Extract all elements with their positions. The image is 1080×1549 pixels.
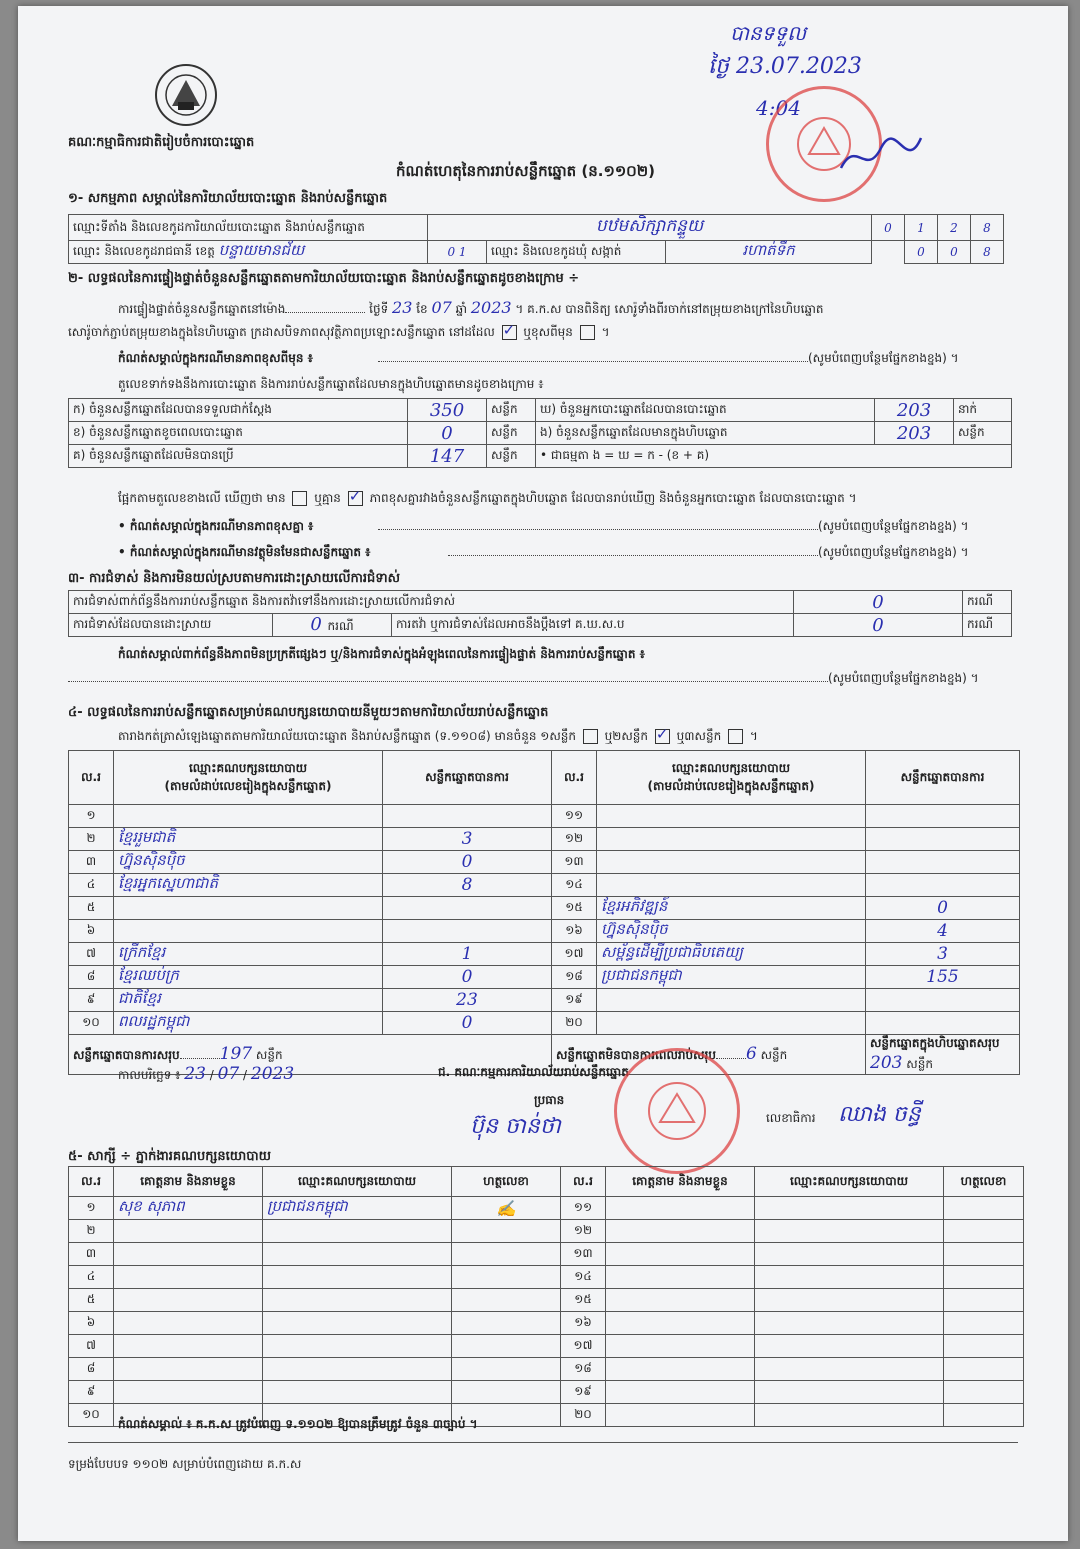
row-number: ៧ (69, 943, 114, 966)
invalid-total-value: 6 (745, 1044, 757, 1064)
form-title: កំណត់ហេតុនៃការរាប់សន្លឹកឆ្នោត (ន.១១០២) (396, 162, 656, 180)
col-party: ឈ្មោះគណបក្សនយោបាយ (263, 1167, 452, 1197)
witness-name (114, 1220, 263, 1243)
unit: ករណី (963, 614, 1012, 637)
table-row (69, 828, 1020, 851)
foreign-object-line (448, 544, 969, 562)
location-code-digit: 0 (872, 215, 905, 241)
table-row (69, 943, 1020, 966)
section-4-heading: ៤- លទ្ធផលនៃការរាប់សន្លឹកឆ្នោតសម្រាប់គណបក្សនយោបាយនីមួយៗតាមការិយាល័យរាប់សន្លឹកឆ្នោត (68, 705, 549, 720)
table-row (69, 989, 1020, 1012)
box-total-label: សន្លឹកឆ្នោតក្នុងហិបឆ្នោតសរុប (870, 1036, 1000, 1050)
col-no: ល.រ (69, 1167, 114, 1197)
seal-emblem-icon (644, 1078, 710, 1144)
commune-value: រហាត់ទឹក (666, 241, 872, 264)
row-number: ១០ (69, 1404, 114, 1427)
witness-name: សុខ សុភាព (114, 1197, 263, 1220)
secretary-label: លេខាធិការ (766, 1111, 816, 1125)
party-name (597, 828, 866, 851)
row-number: ២០ (552, 1012, 597, 1035)
witness-party (755, 1381, 944, 1404)
party-votes: 3 (383, 828, 552, 851)
party-votes (866, 851, 1020, 874)
form-footer: ទម្រង់បែបបទ ១១០២ សម្រាប់បំពេញដោយ គ.ក.ស (68, 1457, 302, 1471)
province-code-digit: 1 (458, 245, 467, 259)
count-date-label: កាលបរិច្ឆេទ ៖ (118, 1068, 181, 1082)
voters-label: ឃ) ចំនួនអ្នកបោះឆ្នោតដែលបានបោះឆ្នោត (536, 399, 875, 422)
witness-signature (944, 1312, 1024, 1335)
witness-table (68, 1166, 1024, 1427)
verification-line-1: ការផ្ទៀងផ្ទាត់ចំនួនសន្លឹកឆ្នោតនៅម៉ោង ថ្ងៃទី 23 ខែ 07 ឆ្នាំ 2023 ។ គ.ក.ស បានពិនិត្យ សោរ៉ូទាំងពីរចាក់នៅតម្រុយខាងក្រៅនៃហិបឆ្នោត (118, 298, 824, 317)
witness-signature (452, 1312, 561, 1335)
location-label: ឈ្មោះទីតាំង និងលេខកូដការិយាល័យបោះឆ្នោត និងរាប់សន្លឹកឆ្នោត (69, 215, 428, 241)
witness-party (755, 1358, 944, 1381)
two-sheets-checkbox[interactable] (655, 729, 670, 744)
col-party (114, 751, 383, 805)
witness-name (606, 1266, 755, 1289)
party-votes (866, 1012, 1020, 1035)
count-year: 2023 (250, 1064, 295, 1084)
witness-signature (452, 1381, 561, 1404)
receipt-time: 4:04 (756, 96, 801, 120)
row-number: ១៨ (552, 966, 597, 989)
table-row (69, 805, 1020, 828)
col-votes: សន្លឹកឆ្នោតបានការ (866, 751, 1020, 805)
changed-option-label: ឬខុសពីមុន (523, 325, 573, 339)
unit: សន្លឹក (487, 422, 536, 445)
party-results-table (68, 750, 1020, 1075)
fill-note: (សូមបំពេញបន្ថែមផ្នែកខាងខ្នង) ។ (808, 351, 959, 365)
row-number: ៨ (69, 1358, 114, 1381)
difference-text-2: ភាពខុសគ្នារវាងចំនួនសន្លឹកឆ្នោតក្នុងហិបឆ្នោត ដែលបានរាប់ឃើញ និងចំនួនអ្នកបោះឆ្នោត ដែលបានបោះឆ្នោត ។ (369, 491, 857, 505)
col-party (597, 751, 866, 805)
party-votes (383, 897, 552, 920)
col-name: គោត្តនាម និងនាមខ្លួន (606, 1167, 755, 1197)
secretary-signature: ឈាង ចន្ធី (838, 1102, 921, 1127)
table-row (69, 1220, 1024, 1243)
difference-note: • កំណត់សម្គាល់ក្នុងករណីមានភាពខុសគ្នា ៖ (118, 519, 314, 533)
document-page (18, 6, 1068, 1541)
row-number: ១៣ (552, 851, 597, 874)
appeal-count: 0 (794, 614, 963, 637)
province-label-text: ឈ្មោះ និងលេខកូដរាជធានី ខេត្ត (73, 244, 215, 258)
witness-party (263, 1243, 452, 1266)
witness-signature (944, 1381, 1024, 1404)
row-number: ១៧ (552, 943, 597, 966)
ballots-in-box-value: 203 (875, 422, 954, 445)
section-3-heading: ៣- ការជំទាស់ និងការមិនយល់ស្របតាមការដោះស្រាយលើការជំទាស់ (68, 571, 400, 586)
row-number: ១១ (561, 1197, 606, 1220)
fill-note: (សូមបំពេញបន្ថែមផ្នែកខាងខ្នង) ។ (828, 671, 979, 685)
verify-day: 23 (392, 298, 413, 317)
witness-name (114, 1312, 263, 1335)
changed-checkbox[interactable] (580, 325, 595, 340)
witness-party (263, 1381, 452, 1404)
unused-ballots-value: 147 (408, 445, 487, 468)
party-name: ខ្មែរឈប់ក្រ (114, 966, 383, 989)
unused-ballots-label: គ) ចំនួនសន្លឹកឆ្នោតដែលមិនបានប្រើ (69, 445, 408, 468)
difference-line (118, 490, 857, 508)
count-day: 23 (184, 1064, 206, 1084)
irregularity-line (68, 670, 979, 688)
verify-month: 07 (431, 298, 452, 317)
witness-name (606, 1243, 755, 1266)
row-number: ១១ (552, 805, 597, 828)
row-number: ៣ (69, 1243, 114, 1266)
party-name (597, 989, 866, 1012)
table-row (69, 874, 1020, 897)
unit: សន្លឹក (487, 399, 536, 422)
party-name (597, 874, 866, 897)
witness-signature (944, 1289, 1024, 1312)
location-code-digit: 1 (905, 215, 938, 241)
row-number: ៥ (69, 1289, 114, 1312)
tally-sheet-text: តារាងកត់ត្រាសំឡេងឆ្នោតតាមការិយាល័យបោះឆ្នោត និងរាប់សន្លឹកឆ្នោត (ទ.១១០៨) មានចំនួន ១សន្លឹក (118, 729, 576, 743)
table-row (69, 920, 1020, 943)
row-number: ២ (69, 828, 114, 851)
fill-note: (សូមបំពេញបន្ថែមផ្នែកខាងខ្នង) ។ (818, 519, 969, 533)
party-votes (383, 920, 552, 943)
party-name: ខ្មែរអភិវឌ្ឍន៍ (597, 897, 866, 920)
province-value: បន្ទាយមានជ័យ (218, 241, 305, 259)
witness-party (755, 1266, 944, 1289)
table-row (69, 1012, 1020, 1035)
party-name (114, 897, 383, 920)
one-sheet-checkbox[interactable] (583, 729, 598, 744)
party-votes: 155 (866, 966, 1020, 989)
col-name: គោត្តនាម និងនាមខ្លួន (114, 1167, 263, 1197)
witness-party (755, 1335, 944, 1358)
unit: សន្លឹក (954, 422, 1012, 445)
witness-name (606, 1312, 755, 1335)
province-code-digit: 0 (447, 245, 456, 259)
verification-line-2: សោរ៉ូចាក់ភ្ជាប់តម្រុយខាងក្នុងនៃហិបឆ្នោត ក្រដាសបិទភាពសុវត្ថិភាពប្រឡោះសន្លឹកឆ្នោត នៅដដែល ✓ ឬខុសពីមុន ។ (68, 324, 609, 342)
box-total-value: 203 (870, 1053, 903, 1073)
col-party-subtitle: (តាមលំដាប់លេខរៀងក្នុងសន្លឹកឆ្នោត) (164, 778, 332, 793)
party-votes (383, 805, 552, 828)
unit: នាក់ (954, 399, 1012, 422)
col-party-subtitle: (តាមលំដាប់លេខរៀងក្នុងសន្លឹកឆ្នោត) (647, 778, 815, 793)
committee-seal (614, 1048, 740, 1174)
col-no: ល.រ (552, 751, 597, 805)
table-row (69, 966, 1020, 989)
row-number: ៦ (69, 1312, 114, 1335)
province-label (69, 241, 428, 264)
witness-party (755, 1220, 944, 1243)
row-number: ៧ (69, 1335, 114, 1358)
row-number: ១៦ (552, 920, 597, 943)
objection-count: 0 (794, 591, 963, 614)
row-number: ១៥ (552, 897, 597, 920)
footer-divider (68, 1442, 1018, 1443)
party-name: ប្រជាជនកម្ពុជា (597, 966, 866, 989)
party-votes (866, 828, 1020, 851)
witness-signature (452, 1358, 561, 1381)
witness-signature (944, 1243, 1024, 1266)
witness-name (114, 1266, 263, 1289)
row-number: ១ (69, 1197, 114, 1220)
party-votes: 0 (866, 897, 1020, 920)
difference-remark-line (378, 350, 998, 368)
party-name (597, 1012, 866, 1035)
row-number: ១៣ (561, 1243, 606, 1266)
witness-signature (452, 1289, 561, 1312)
witness-signature: ✍ (452, 1197, 561, 1220)
section-1-heading: ១- សកម្មភាព សម្គាល់នៃការិយាល័យបោះឆ្នោត និងរាប់សន្លឹកឆ្នោត (68, 191, 388, 206)
foreign-object-note: • កំណត់សម្គាល់ក្នុងករណីមានវត្ថុមិនមែនជាសន្លឹកឆ្នោត ៖ (118, 545, 371, 559)
tally-sheet-line: តារាងកត់ត្រាសំឡេងឆ្នោតតាមការិយាល័យបោះឆ្នោត និងរាប់សន្លឹកឆ្នោត (ទ.១១០៨) មានចំនួន ១សន្លឹក ឬ២សន្លឹក ✓ ឬ៣សន្លឹក ។ (118, 728, 758, 746)
witness-name (114, 1358, 263, 1381)
witness-party (755, 1197, 944, 1220)
objections-table (68, 590, 1012, 637)
formula: • ជាធម្មតា ង = ឃ = ក - (ខ + គ) (536, 445, 1012, 468)
verification-text-2: ។ គ.ក.ស បានពិនិត្យ សោរ៉ូទាំងពីរចាក់នៅតម្រុយខាងក្រៅនៃហិបឆ្នោត (515, 302, 824, 316)
witness-name (114, 1335, 263, 1358)
party-name (114, 920, 383, 943)
witness-party (755, 1312, 944, 1335)
row-number: ១៨ (561, 1358, 606, 1381)
witness-party (263, 1220, 452, 1243)
party-votes: 1 (383, 943, 552, 966)
irregularity-note: កំណត់សម្គាល់ពាក់ព័ន្ធនឹងភាពមិនប្រក្រតីផ្សេងៗ ឬ/និងការជំទាស់ក្នុងអំឡុងពេលនៃការផ្ទៀងផ្ទាត់ និងការរាប់សន្លឹកឆ្នោត ៖ (118, 647, 645, 661)
objection-label: ការជំទាស់ពាក់ព័ន្ធនឹងការរាប់សន្លឹកឆ្នោត និងការតវ៉ាទៅនឹងការដោះស្រាយលើការជំទាស់ (69, 591, 794, 614)
party-votes: 23 (383, 989, 552, 1012)
location-code-digit: 8 (971, 215, 1004, 241)
receipt-label: បានទទួល (730, 21, 807, 45)
witness-party (263, 1266, 452, 1289)
fill-note: (សូមបំពេញបន្ថែមផ្នែកខាងខ្នង) ។ (818, 545, 969, 559)
witness-name (606, 1335, 755, 1358)
resolved-label: ការជំទាស់ដែលបានដោះស្រាយ (69, 614, 273, 637)
unit: ករណី (327, 619, 354, 633)
verification-text-3: សោរ៉ូចាក់ភ្ជាប់តម្រុយខាងក្នុងនៃហិបឆ្នោត ក្រដាសបិទភាពសុវត្ថិភាពប្រឡោះសន្លឹកឆ្នោត នៅដដែល (68, 325, 495, 339)
witness-signature (944, 1404, 1024, 1427)
section-5-heading: ៥- សាក្សី ÷ ភ្នាក់ងារគណបក្សនយោបាយ (68, 1149, 271, 1164)
row-number: ១៩ (552, 989, 597, 1012)
difference-note-line (378, 518, 969, 536)
spoiled-ballots-label: ខ) ចំនួនសន្លឹកឆ្នោតខូចពេលបោះឆ្នោត (69, 422, 408, 445)
row-number: ១០ (69, 1012, 114, 1035)
table-row (69, 897, 1020, 920)
location-code-digit: 2 (938, 215, 971, 241)
verification-text: ការផ្ទៀងផ្ទាត់ចំនួនសន្លឹកឆ្នោតនៅម៉ោង (118, 302, 286, 316)
witness-signature (944, 1220, 1024, 1243)
received-ballots-value: 350 (408, 399, 487, 422)
party-name: សម្ព័ន្ធដើម្បីប្រជាធិបតេយ្យ (597, 943, 866, 966)
witness-signature (944, 1266, 1024, 1289)
col-party-title: ឈ្មោះគណបក្សនយោបាយ (671, 760, 791, 775)
witness-party (263, 1289, 452, 1312)
table-row (69, 1289, 1024, 1312)
table-row (69, 1358, 1024, 1381)
three-sheets-checkbox[interactable] (728, 729, 743, 744)
col-party-title: ឈ្មោះគណបក្សនយោបាយ (188, 760, 308, 775)
party-name: ក្រើកខ្មែរ (114, 943, 383, 966)
party-votes: 4 (866, 920, 1020, 943)
org-name: គណៈកម្មាធិការជាតិរៀបចំការបោះឆ្នោត (68, 135, 255, 150)
party-name: ហ្វ៊ុនស៊ិនប៉ិច (114, 851, 383, 874)
difference-remark: កំណត់សម្គាល់ក្នុងករណីមានភាពខុសពីមុន ៖ (118, 351, 313, 365)
difference-text: ផ្អែកតាមតួលេខខាងលើ ឃើញថា មាន (118, 491, 286, 505)
row-number: ១៤ (561, 1266, 606, 1289)
witness-signature (452, 1220, 561, 1243)
nec-emblem-icon (150, 62, 222, 128)
box-total (866, 1035, 1020, 1075)
witness-name (606, 1381, 755, 1404)
spoiled-ballots-value: 0 (408, 422, 487, 445)
witness-name (114, 1289, 263, 1312)
row-number: ១៤ (552, 874, 597, 897)
location-table (68, 214, 1004, 264)
two-sheets-label: ឬ២សន្លឹក (604, 729, 649, 743)
witness-name (114, 1243, 263, 1266)
resolved-count (273, 614, 392, 637)
row-number: ៥ (69, 897, 114, 920)
count-month: 07 (217, 1064, 240, 1084)
party-name (114, 805, 383, 828)
table-row (69, 1335, 1024, 1358)
row-number: ៩ (69, 989, 114, 1012)
witness-party (263, 1358, 452, 1381)
three-sheets-label: ឬ៣សន្លឹក (676, 729, 722, 743)
row-number: ១២ (561, 1220, 606, 1243)
table-row (69, 1381, 1024, 1404)
row-number: ១៥ (561, 1289, 606, 1312)
witness-signature (944, 1358, 1024, 1381)
witness-name (606, 1404, 755, 1427)
row-number: ១ (69, 805, 114, 828)
no-difference-checkbox[interactable] (348, 491, 363, 506)
witness-signature (944, 1197, 1024, 1220)
witness-signature (452, 1335, 561, 1358)
has-difference-checkbox[interactable] (292, 491, 307, 506)
location-value: បឋមសិក្សាកន្ទួយ (428, 215, 872, 241)
figures-intro: តួលេខទាក់ទងនឹងការបោះឆ្នោត និងការរាប់សន្លឹកឆ្នោតដែលមានក្នុងហិបឆ្នោតមានដូចខាងក្រោម ៖ (118, 377, 544, 391)
row-number: ៦ (69, 920, 114, 943)
row-number: ២ (69, 1220, 114, 1243)
party-votes (866, 989, 1020, 1012)
unit: សន្លឹក (760, 1048, 788, 1062)
receipt-date: ថ្ងៃ 23.07.2023 (708, 54, 862, 79)
witness-party: ប្រជាជនកម្ពុជា (263, 1197, 452, 1220)
unit: សន្លឹក (487, 445, 536, 468)
col-votes: សន្លឹកឆ្នោតបានការ (383, 751, 552, 805)
witness-party (755, 1289, 944, 1312)
row-number: ១៦ (561, 1312, 606, 1335)
row-number: ៩ (69, 1381, 114, 1404)
commune-label: ឈ្មោះ និងលេខកូដឃុំ សង្កាត់ (487, 241, 666, 264)
section-2-heading: ២- លទ្ធផលនៃការផ្ទៀងផ្ទាត់ចំនួនសន្លឹកឆ្នោតតាមការិយាល័យបោះឆ្នោត និងរាប់សន្លឹកឆ្នោតដូចខាងក្រោម ÷ (68, 271, 580, 286)
row-number: ១៧ (561, 1335, 606, 1358)
witness-name (114, 1381, 263, 1404)
col-signature: ហត្ថលេខា (452, 1167, 561, 1197)
col-signature: ហត្ថលេខា (944, 1167, 1024, 1197)
commune-code-digit: 0 (938, 241, 971, 264)
unit: សន្លឹក (255, 1048, 283, 1062)
witness-name (606, 1358, 755, 1381)
table-row (69, 1243, 1024, 1266)
col-party: ឈ្មោះគណបក្សនយោបាយ (755, 1167, 944, 1197)
appeal-label: ការតវ៉ា ឬការជំទាស់ដែលអាចនឹងប្តឹងទៅ គ.ឃ.ស.ប (392, 614, 794, 637)
witness-signature (452, 1243, 561, 1266)
party-name: ខ្មែររួមជាតិ (114, 828, 383, 851)
row-number: ៤ (69, 1266, 114, 1289)
invalid-total-label: សន្លឹកឆ្នោតមិនបានការពេលរាប់សរុប (556, 1048, 716, 1062)
party-votes: 0 (383, 851, 552, 874)
witness-party (263, 1335, 452, 1358)
party-name: ហ្វ៊ុនស៊ិនប៉ិច (597, 920, 866, 943)
unit: សន្លឹក (906, 1057, 933, 1071)
party-votes: 8 (383, 874, 552, 897)
party-votes (866, 805, 1020, 828)
table-row (69, 1197, 1024, 1220)
party-votes (866, 874, 1020, 897)
table-row (69, 1266, 1024, 1289)
witness-party (263, 1312, 452, 1335)
party-name: ជាតិខ្មែរ (114, 989, 383, 1012)
party-votes: 3 (866, 943, 1020, 966)
row-number: ៣ (69, 851, 114, 874)
unchanged-checkbox[interactable] (502, 325, 517, 340)
row-number: ៤ (69, 874, 114, 897)
party-votes: 0 (383, 1012, 552, 1035)
witness-name (606, 1197, 755, 1220)
resolved-count-value: 0 (310, 614, 322, 635)
witness-party (755, 1404, 944, 1427)
province-code (428, 241, 487, 264)
receipt-signature (836, 128, 926, 188)
party-name (597, 851, 866, 874)
witness-note: កំណត់សម្គាល់ ៖ គ.ក.ស ត្រូវបំពេញ ទ.១១០២ ឱ្យបានត្រឹមត្រូវ ចំនួន ៣ច្បាប់ ។ (118, 1417, 478, 1431)
party-name: ពលរដ្ឋកម្ពុជា (114, 1012, 383, 1035)
chair-signature: ប៊ុន ចាន់ថា (470, 1114, 561, 1139)
col-no: ល.រ (69, 751, 114, 805)
valid-total-value: 197 (219, 1044, 253, 1064)
chair-label: ប្រធាន (534, 1093, 565, 1107)
witness-name (606, 1220, 755, 1243)
count-date: កាលបរិច្ឆេទ ៖ 23 / 07 / 2023 (118, 1064, 295, 1084)
voters-value: 203 (875, 399, 954, 422)
row-number: ១៩ (561, 1381, 606, 1404)
row-number: ២០ (561, 1404, 606, 1427)
party-votes: 0 (383, 966, 552, 989)
commune-code-digit: 0 (905, 241, 938, 264)
row-number: ៨ (69, 966, 114, 989)
ballot-figures-table (68, 398, 1012, 468)
unit: ករណី (963, 591, 1012, 614)
col-no: ល.រ (561, 1167, 606, 1197)
witness-party (755, 1243, 944, 1266)
witness-signature (452, 1266, 561, 1289)
committee-label: ជ. គណៈកម្មការការិយាល័យរាប់សន្លឹកឆ្នោត (438, 1065, 629, 1079)
table-row (69, 1312, 1024, 1335)
received-ballots-label: ក) ចំនួនសន្លឹកឆ្នោតដែលបានទទួលជាក់ស្តែង (69, 399, 408, 422)
ballots-in-box-label: ង) ចំនួនសន្លឹកឆ្នោតដែលមានក្នុងហិបឆ្នោត (536, 422, 875, 445)
no-difference-label: ឬគ្មាន (314, 491, 341, 505)
row-number: ១២ (552, 828, 597, 851)
party-name (597, 805, 866, 828)
verify-year: 2023 (470, 298, 512, 317)
witness-name (606, 1289, 755, 1312)
table-row (69, 851, 1020, 874)
commune-code-digit: 8 (971, 241, 1004, 264)
witness-signature (944, 1335, 1024, 1358)
party-name: ខ្មែរអ្នកស្នេហាជាតិ (114, 874, 383, 897)
valid-total-label: សន្លឹកឆ្នោតបានការសរុប (73, 1048, 180, 1062)
